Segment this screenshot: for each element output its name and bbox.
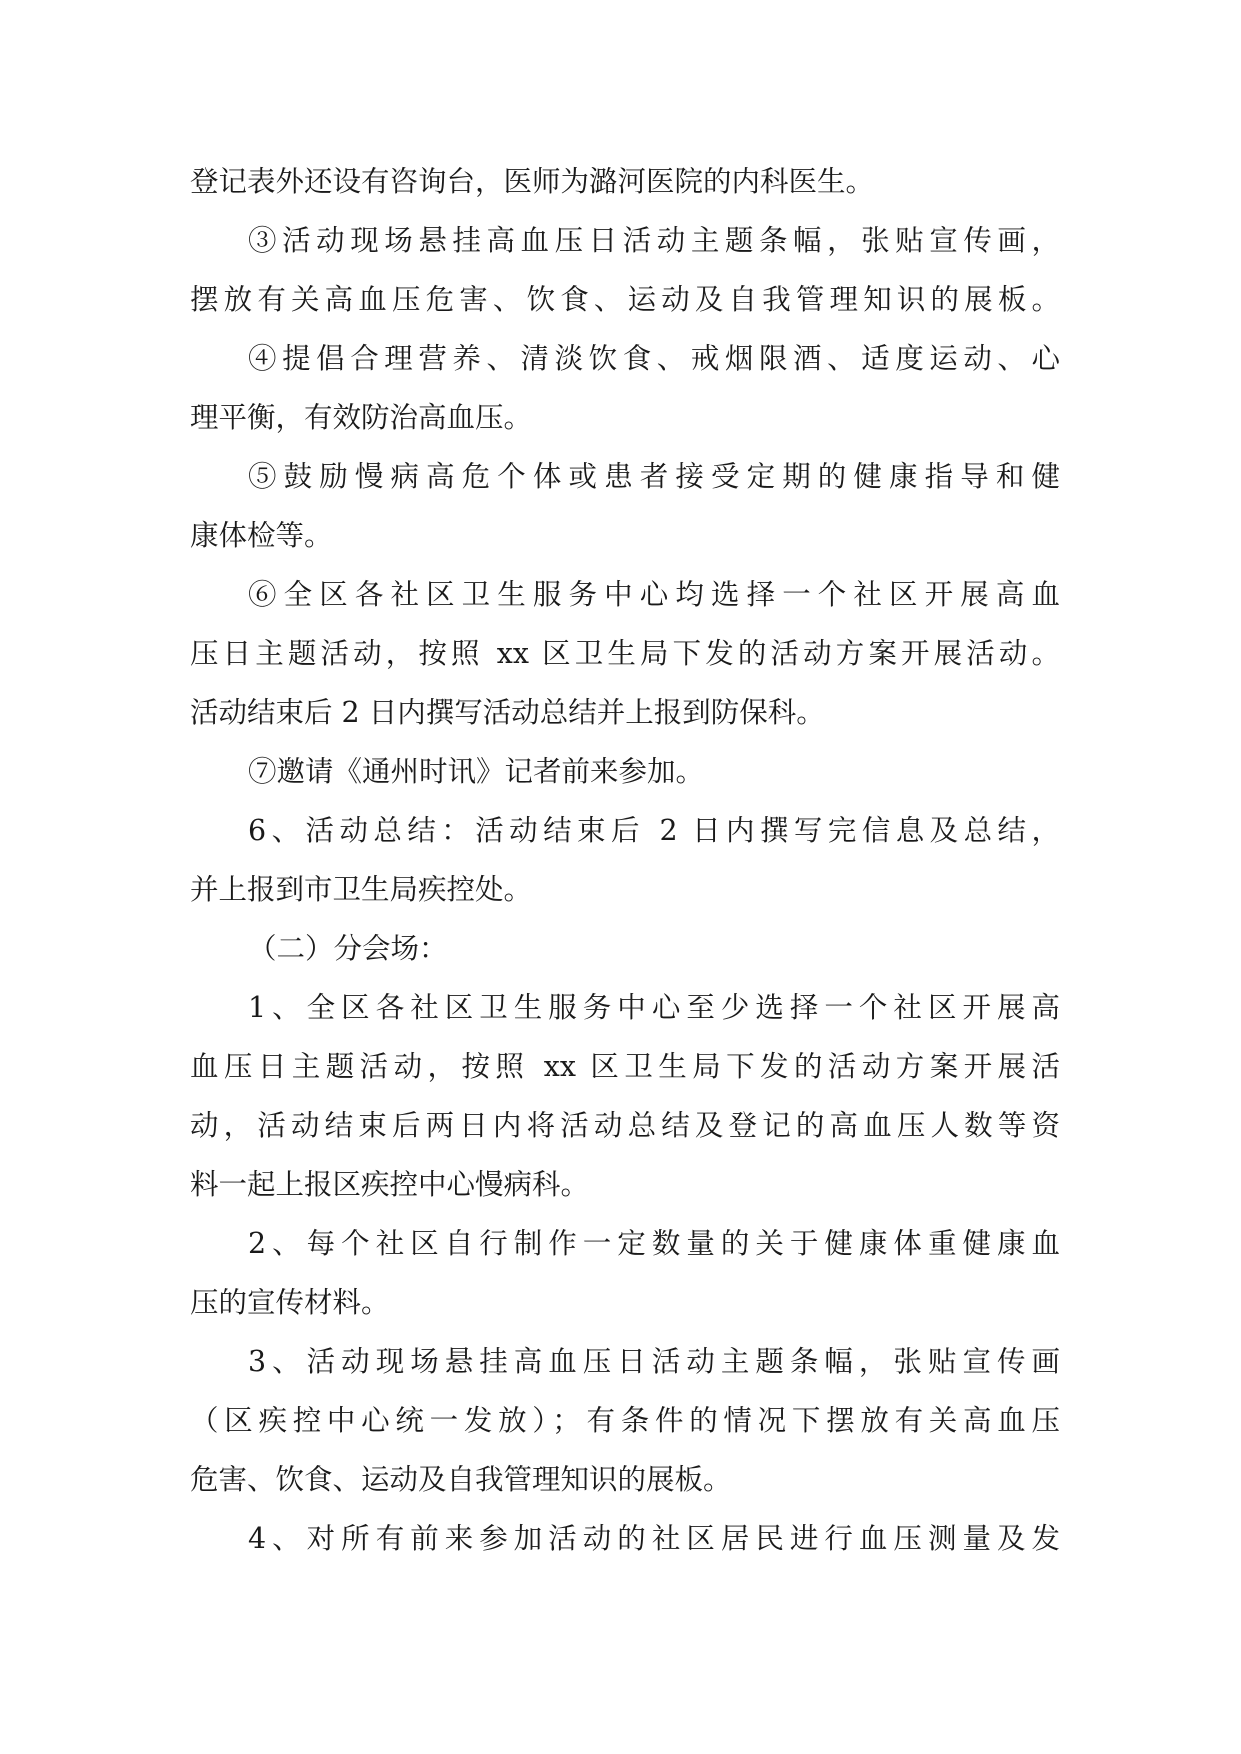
- text-line: （二）分会场：: [248, 932, 448, 965]
- text-line: 2、每个社区自行制作一定数量的关于健康体重健康血: [248, 1227, 1060, 1260]
- text-line: 料一起上报区疾控中心慢病科。: [190, 1168, 590, 1201]
- text-line: 康体检等。: [190, 519, 333, 552]
- document-body: [190, 152, 1060, 1568]
- text-line: ⑤鼓励慢病高危个体或患者接受定期的健康指导和健: [248, 460, 1060, 493]
- text-line: 压日主题活动，按照 xx 区卫生局下发的活动方案开展活动。: [190, 637, 1060, 670]
- text-line: ④提倡合理营养、清淡饮食、戒烟限酒、适度运动、心: [248, 342, 1060, 375]
- text-line: 登记表外还设有咨询台，医师为潞河医院的内科医生。: [190, 165, 875, 198]
- text-line: ⑦邀请《通州时讯》记者前来参加。: [248, 755, 705, 788]
- text-line: 3、活动现场悬挂高血压日活动主题条幅，张贴宣传画: [248, 1345, 1060, 1378]
- text-line: 4、对所有前来参加活动的社区居民进行血压测量及发: [248, 1522, 1060, 1555]
- text-line: 6、活动总结：活动结束后 2 日内撰写完信息及总结，: [248, 814, 1060, 847]
- text-line: 动，活动结束后两日内将活动总结及登记的高血压人数等资: [190, 1109, 1060, 1142]
- text-line: 理平衡，有效防治高血压。: [190, 401, 533, 434]
- text-line: 压的宣传材料。: [190, 1286, 390, 1319]
- text-line: ⑥全区各社区卫生服务中心均选择一个社区开展高血: [248, 578, 1060, 611]
- text-line: ③活动现场悬挂高血压日活动主题条幅，张贴宣传画，: [248, 224, 1060, 257]
- text-line: 血压日主题活动，按照 xx 区卫生局下发的活动方案开展活: [190, 1050, 1060, 1083]
- text-line: 摆放有关高血压危害、饮食、运动及自我管理知识的展板。: [190, 283, 1060, 316]
- text-line: （区疾控中心统一发放）；有条件的情况下摆放有关高血压: [190, 1404, 1060, 1437]
- text-line: 活动结束后 2 日内撰写活动总结并上报到防保科。: [190, 696, 825, 729]
- text-line: 危害、饮食、运动及自我管理知识的展板。: [190, 1463, 732, 1496]
- text-line: 并上报到市卫生局疾控处。: [190, 873, 533, 906]
- text-line: 1、全区各社区卫生服务中心至少选择一个社区开展高: [248, 991, 1060, 1024]
